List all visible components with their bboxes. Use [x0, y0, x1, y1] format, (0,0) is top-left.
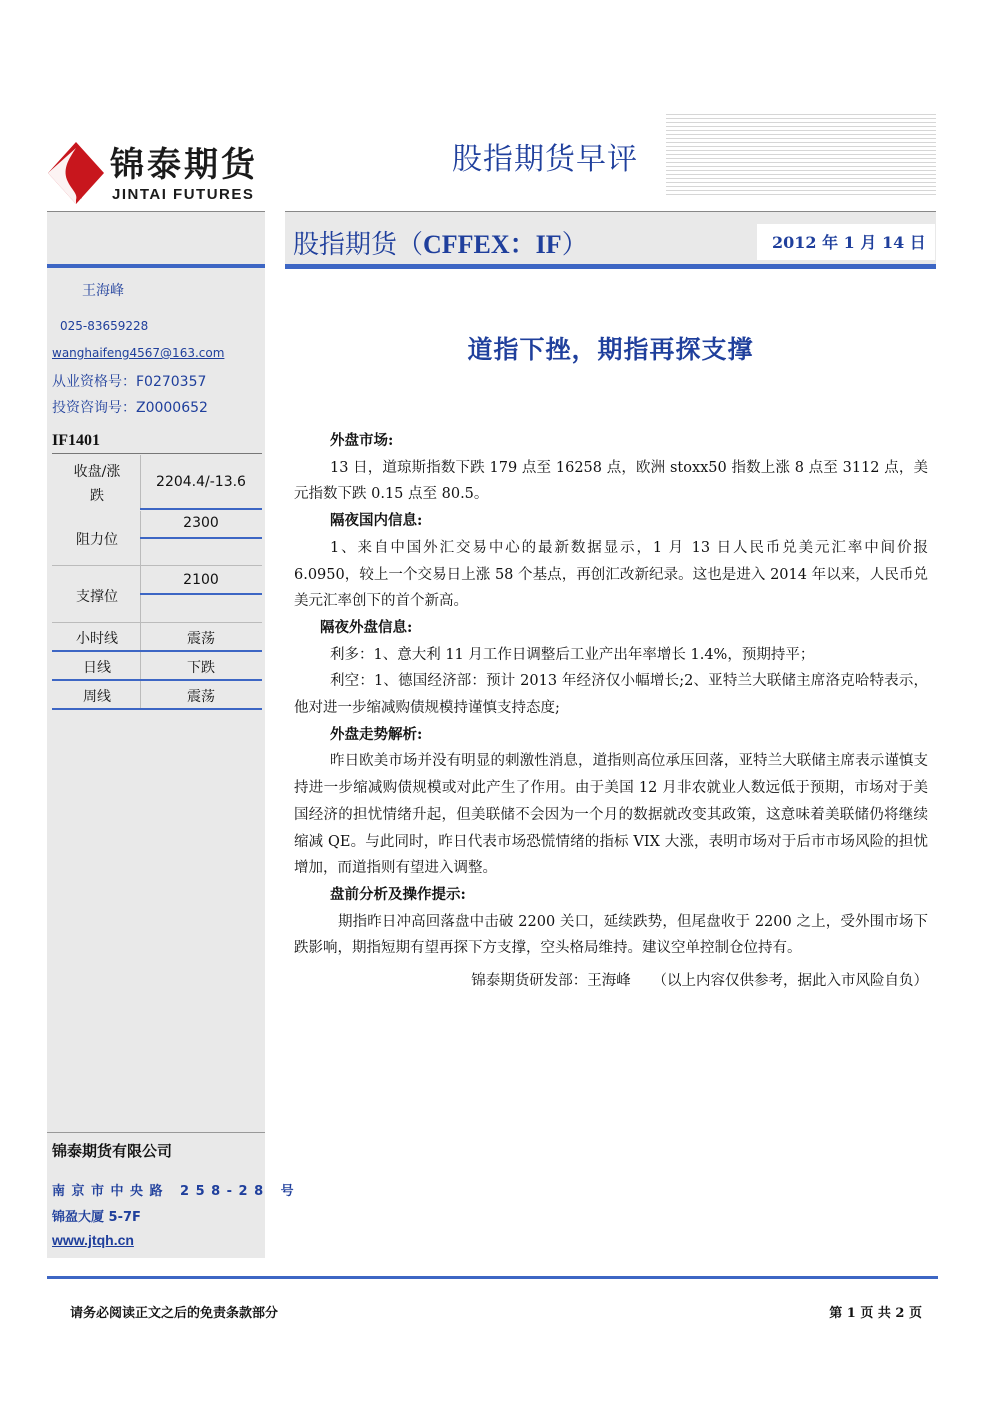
report-signature: 锦泰期货研发部：王海峰 （以上内容仅供参考，据此入市风险自负） [471, 973, 928, 990]
headline: 道指下挫，期指再探支撑 [467, 335, 754, 364]
cert-practice: 从业资格号：F0270357 [52, 374, 207, 390]
section-title-overseas-market: 外盘市场: [330, 432, 394, 449]
logo-company-en: JINTAI FUTURES [112, 186, 255, 203]
section-text-bearish: 利空：1、德国经济部：预计 2013 年经济仅小幅增长;2、亚特兰大联储主席洛克哈特表示，他对进一步缩减购债规模持谨慎支持态度; [294, 673, 928, 717]
support-label: 支撑位 [76, 589, 118, 605]
author-name: 王海峰 [82, 283, 124, 299]
subject-suffix: ） [561, 230, 588, 260]
table-row-rule [52, 565, 262, 566]
table-row-rule [52, 622, 262, 623]
logo-diamond-icon [48, 142, 104, 204]
header-stripes [666, 114, 936, 196]
section-title-domestic-info: 隔夜国内信息: [330, 512, 423, 530]
report-subject [293, 224, 588, 261]
report-body [294, 428, 928, 995]
section-text-overseas-market: 13 日，道琼斯指数下跌 179 点至 16258 点，欧洲 stoxx50 指数上涨 8 点至 3112 点，美元指数下跌 0.15 点至 80.5。 [294, 459, 928, 503]
daily-value: 下跌 [187, 660, 215, 676]
page-number: 第 1 页 共 2 页 [829, 1306, 922, 1321]
section-title-overnight-info: 隔夜外盘信息: [320, 618, 413, 636]
section-title-trend-analysis: 外盘走势解析: [330, 725, 423, 743]
weekly-underline [52, 708, 262, 710]
sidebar-panel [47, 212, 265, 1258]
title-blue-bar [285, 264, 936, 269]
section-text-premarket: 期指昨日冲高回落盘中击破 2200 关口，延续跌势，但尾盘收于 2200 之上，受外围市场下跌影响，期指短期有望再探下方支撑，空头格局维持。建议空单控制仓位持有。 [294, 913, 928, 957]
author-email-link[interactable]: wanghaifeng4567@163.com [52, 346, 225, 360]
contract-code: IF1401 [52, 432, 100, 449]
resistance-label: 阻力位 [76, 532, 118, 548]
footer-rule [47, 1276, 938, 1279]
close-value: 2204.4/-13.6 [156, 474, 246, 490]
report-type: 股指期货早评 [452, 142, 638, 177]
close-label [54, 460, 140, 508]
close-label-line-2: 跌 [90, 488, 104, 504]
daily-underline [52, 679, 262, 681]
section-title-premarket: 盘前分析及操作提示: [330, 885, 466, 903]
company-name: 锦泰期货有限公司 [52, 1142, 173, 1160]
company-rule [47, 1132, 265, 1133]
author-phone: 025-83659228 [60, 319, 149, 333]
close-label-line-1: 收盘/涨 [73, 464, 121, 480]
contract-rule [52, 453, 262, 454]
hourly-underline [52, 650, 262, 652]
footer-disclaimer: 请务必阅读正文之后的免责条款部分 [70, 1306, 279, 1321]
section-text-bullish: 利多：1、意大利 11 月工作日调整后工业产出年率增长 1.4%，预期持平； [330, 646, 815, 663]
logo-company-cn: 锦泰期货 [110, 145, 258, 185]
company-website-link[interactable]: www.jtqh.cn [52, 1232, 134, 1248]
hourly-label: 小时线 [76, 631, 118, 647]
report-date: 2012 年 1 月 14 日 [772, 233, 926, 252]
resistance-value: 2300 [183, 515, 219, 531]
company-address-1: 南京市中央路 258-28 号 [52, 1184, 301, 1199]
company-logo [48, 142, 288, 204]
daily-label: 日线 [83, 660, 111, 676]
subject-prefix: 股指期货（ [293, 230, 424, 260]
cert-advisory: 投资咨询号：Z0000652 [52, 400, 208, 416]
subject-code: CFFEX：IF [423, 230, 562, 259]
section-text-trend-analysis: 昨日欧美市场并没有明显的刺激性消息，道指则高位承压回落，亚特兰大联储主席表示谨慎支持进一步缩减购债规模或对此产生了作用。由于美国 12 月非农就业人数远低于预期，市场对于美国经济的担忧情绪升起，但美联储不会因为一个月的数据就改变其政策，这意味着美联储仍将继续缩减 QE。与此同时，昨日代表市场恐慌情绪的指标 VIX 大涨，表明市场对于后市市场风险的担忧增加，而道指则有望进入调整。 [294, 753, 928, 877]
section-text-domestic-info: 1、来自中国外汇交易中心的最新数据显示，1 月 13 日人民币兑美元汇率中间价报 6.0950，较上一个交易日上涨 58 个基点，再创汇改新纪录。这也是进入 2014 年以来，人民币兑美元汇率创下的首个新高。 [294, 539, 928, 610]
weekly-value: 震荡 [187, 689, 215, 705]
resistance-underline [140, 537, 262, 539]
close-underline [140, 508, 262, 510]
sidebar-blue-bar [47, 264, 265, 268]
support-value: 2100 [183, 572, 219, 588]
company-address-2: 锦盈大厦 5-7F [52, 1210, 141, 1225]
support-underline [140, 593, 262, 595]
hourly-value: 震荡 [187, 631, 215, 647]
weekly-label: 周线 [83, 689, 111, 705]
